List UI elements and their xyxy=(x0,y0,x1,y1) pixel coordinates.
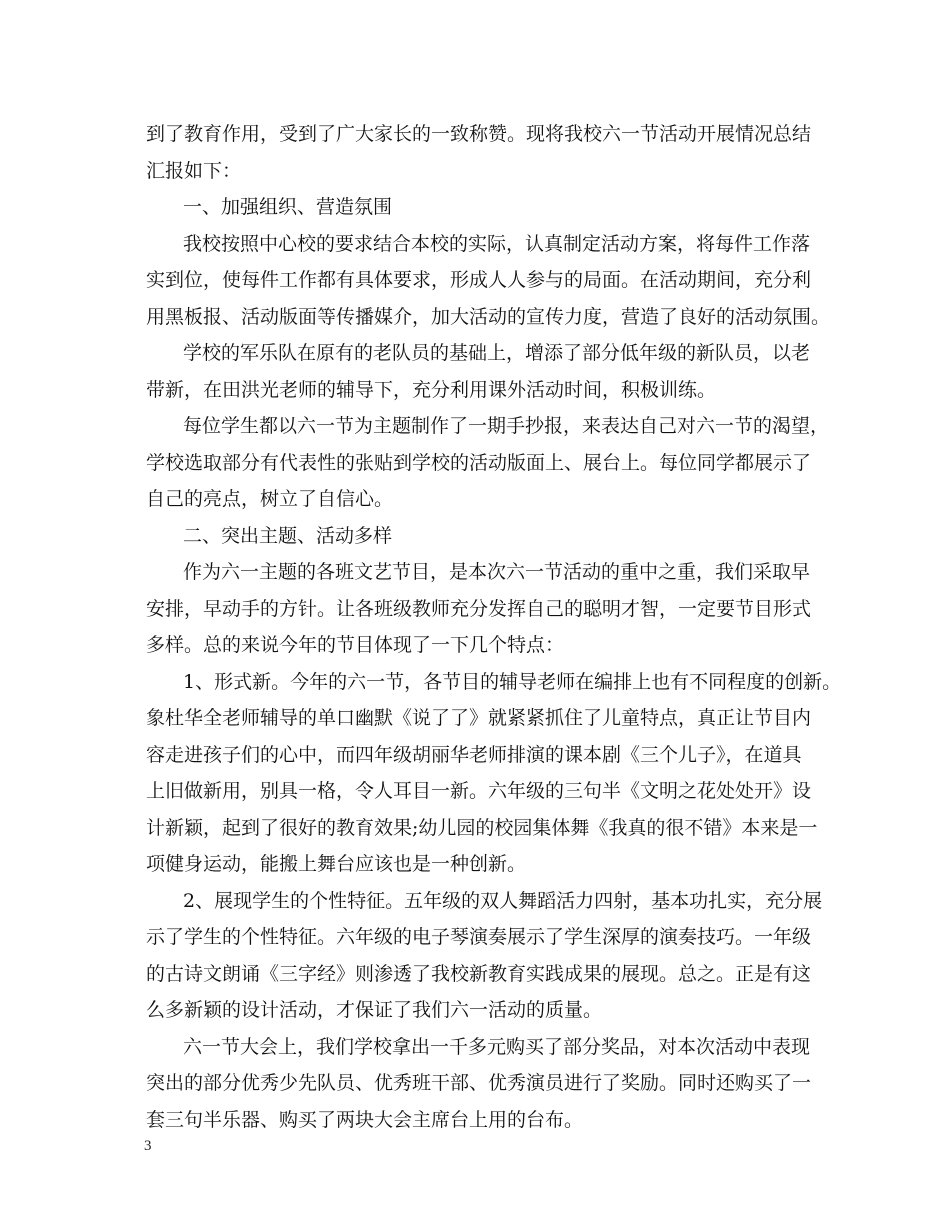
text-line: 二、突出主题、活动多样 xyxy=(183,524,393,547)
text-line: 六一节大会上，我们学校拿出一千多元购买了部分奖品，对本次活动中表现 xyxy=(183,1035,811,1058)
text-line: 作为六一主题的各班文艺节目，是本次六一节活动的重中之重，我们采取早 xyxy=(183,561,811,583)
text-line: 带新，在田洪光老师的辅导下，充分利用课外活动时间，积极训练。 xyxy=(146,378,717,401)
text-line: 象杜华全老师辅导的单口幽默《说了了》就紧紧抓住了儿童特点，真正让节目内 xyxy=(146,707,812,729)
text-line: 实到位，使每件工作都有具体要求，形成人人参与的局面。在活动期间，充分利 xyxy=(146,269,812,291)
text-line: 汇报如下： xyxy=(146,159,242,182)
text-line: 1、形式新。今年的六一节，各节目的辅导老师在编排上也有不同程度的创新。 xyxy=(183,670,842,693)
text-line: 的古诗文朗诵《三字经》则渗透了我校新教育实践成果的展现。总之。正是有这 xyxy=(146,962,812,985)
text-line: 么多新颖的设计活动，才保证了我们六一活动的质量。 xyxy=(146,999,603,1021)
text-line: 计新颖，起到了很好的教育效果;幼儿园的校园集体舞《我真的很不错》本来是一 xyxy=(146,816,818,839)
text-line: 学校选取部分有代表性的张贴到学校的活动版面上、展台上。每位同学都展示了 xyxy=(146,451,812,474)
text-line: 项健身运动，能搬上舞台应该也是一种创新。 xyxy=(146,853,527,875)
text-line: 我校按照中心校的要求结合本校的实际，认真制定活动方案，将每件工作落 xyxy=(183,232,811,255)
text-line: 上旧做新用，别具一格，令人耳目一新。六年级的三句半《文明之花处处开》设 xyxy=(146,780,812,802)
text-line: 2、展现学生的个性特征。五年级的双人舞蹈活力四射，基本功扎实，充分展 xyxy=(183,889,823,912)
text-line: 示了学生的个性特征。六年级的电子琴演奏展示了学生深厚的演奏技巧。一年级 xyxy=(146,926,812,948)
text-line: 一、加强组织、营造氛围 xyxy=(183,196,393,218)
text-line: 套三句半乐器、购买了两块大会主席台上用的台布。 xyxy=(146,1108,584,1131)
text-line: 自己的亮点，树立了自信心。 xyxy=(146,488,394,510)
text-line: 突出的部分优秀少先队员、优秀班干部、优秀演员进行了奖励。同时还购买了一 xyxy=(146,1072,812,1094)
text-line: 安排，早动手的方针。让各班级教师充分发挥自己的聪明才智，一定要节目形式 xyxy=(146,597,812,620)
page-number: 3 xyxy=(144,1138,152,1154)
text-line: 容走进孩子们的心中，而四年级胡丽华老师排演的课本剧《三个儿子》，在道具 xyxy=(146,743,802,766)
text-line: 到了教育作用，受到了广大家长的一致称赞。现将我校六一节活动开展情况总结 xyxy=(146,123,812,145)
document-body xyxy=(146,116,842,1138)
text-line: 每位学生都以六一节为主题制作了一期手抄报，来表达自己对六一节的渴望， xyxy=(183,415,830,437)
text-line: 学校的军乐队在原有的老队员的基础上，增添了部分低年级的新队员，以老 xyxy=(183,342,811,364)
text-line: 用黑板报、活动版面等传播媒介，加大活动的宣传力度，营造了良好的活动氛围。 xyxy=(146,305,831,328)
text-line: 多样。总的来说今年的节目体现了一下几个特点： xyxy=(146,634,565,656)
